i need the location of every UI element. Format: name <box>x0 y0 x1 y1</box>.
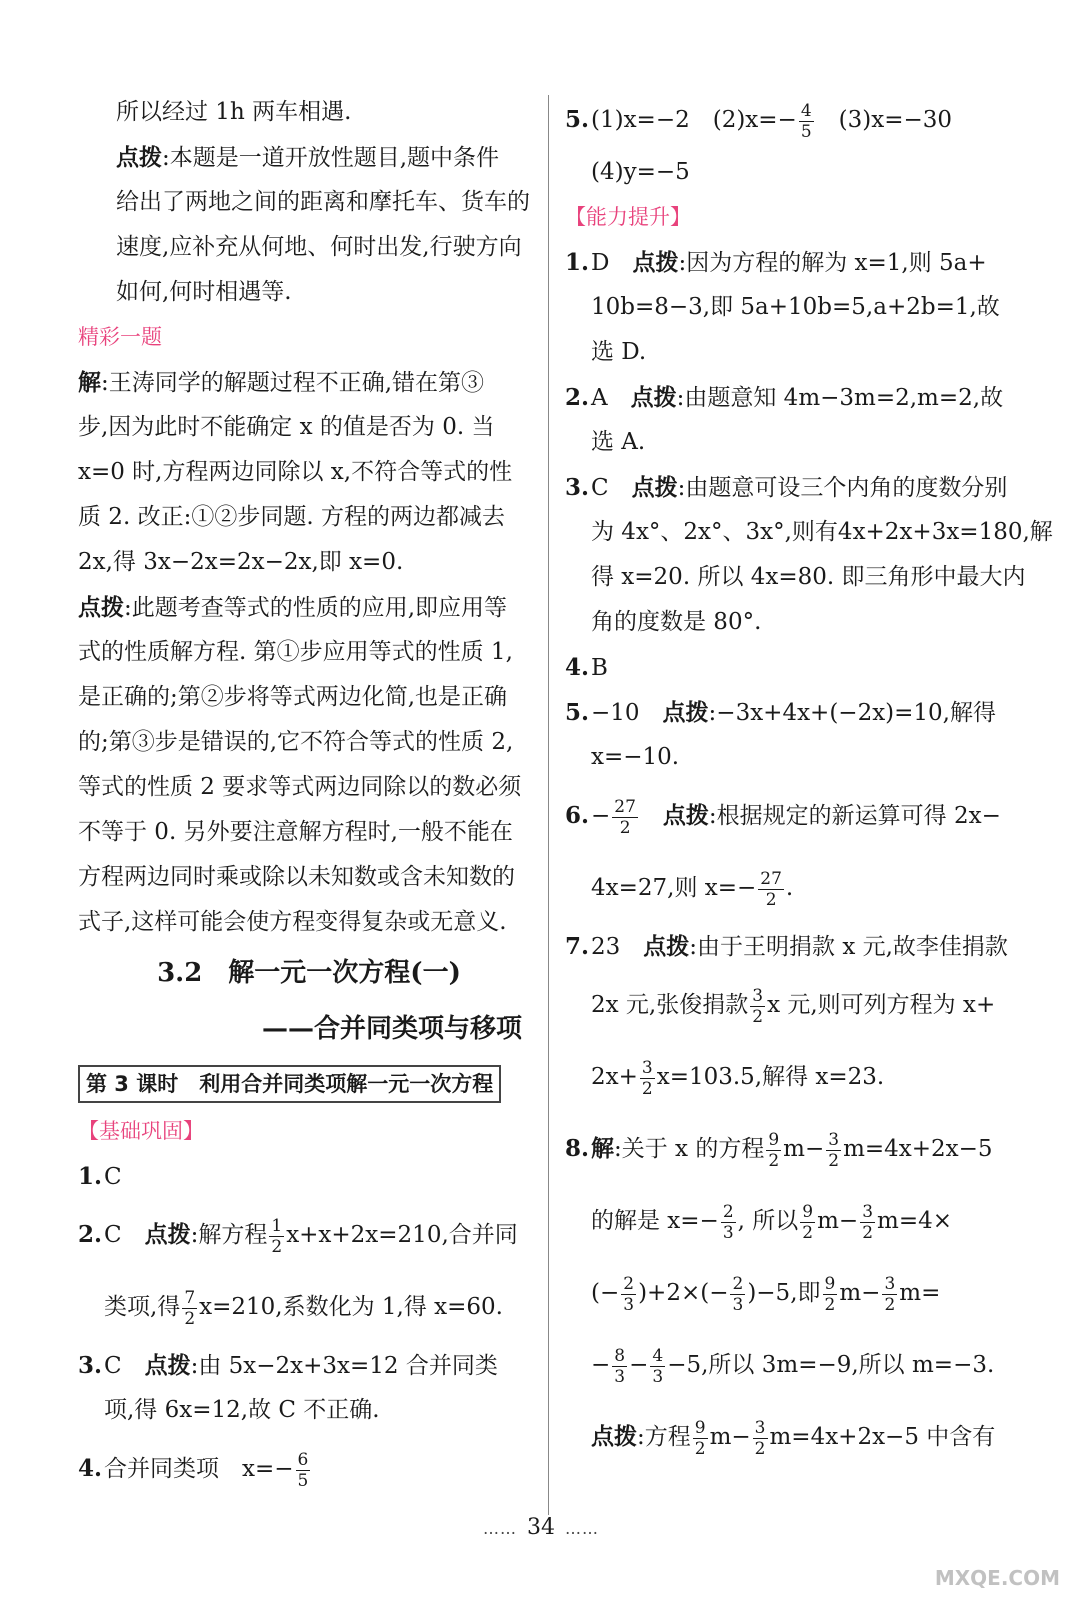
answer-label: 解 <box>591 1135 614 1162</box>
text: :−3x+4x+(−2x)=10,解得 <box>708 700 996 726</box>
fraction: $\frac{27}{2}$ <box>760 868 782 910</box>
fraction: $\frac{9}{2}$ <box>802 1201 814 1243</box>
fraction: $\frac{27}{2}$ <box>614 796 636 838</box>
text-line: 所以经过 1h 两车相遇. <box>116 99 352 125</box>
text-line: 如何,何时相遇等. <box>116 279 292 305</box>
hint-label: 点拨 <box>632 249 679 276</box>
text: (1)x=−2 (2)x=− <box>591 107 797 133</box>
fraction: $\frac{3}{2}$ <box>828 1129 840 1171</box>
text: :方程 <box>637 1424 691 1450</box>
fraction: $\frac{9}{2}$ <box>824 1273 836 1315</box>
hint-label: 点拨 <box>631 474 678 501</box>
section-heading: 【基础巩固】 <box>78 1119 204 1143</box>
text-line: 等式的性质 2 要求等式两边同除以的数必须 <box>78 774 522 800</box>
text: :由 5x−2x+3x=12 合并同类 <box>190 1353 498 1379</box>
fraction: $\frac{4}{5}$ <box>800 100 812 142</box>
text: :关于 x 的方程 <box>614 1136 765 1162</box>
fraction: $\frac{8}{3}$ <box>614 1345 626 1387</box>
question-3 <box>565 465 1027 510</box>
text-line <box>565 1041 1027 1113</box>
question-5 <box>565 90 1027 150</box>
question-number: 8. <box>565 1135 590 1162</box>
text: m=4x+2x−5 中含有 <box>769 1424 996 1450</box>
question-number: 2. <box>565 384 590 411</box>
text: 合并同类项 x=− <box>104 1456 294 1482</box>
question-number: 1. <box>78 1163 103 1190</box>
question-number: 1. <box>565 249 590 276</box>
text: x+x+2x=210,合并同 <box>286 1222 518 1248</box>
left-column <box>78 90 540 1505</box>
text-line: 给出了两地之间的距离和摩托车、货车的 <box>116 189 530 215</box>
text: :此题考查等式的性质的应用,即应用等 <box>124 595 508 621</box>
text-line: 的;第③步是错误的,它不符合等式的性质 2, <box>78 729 514 755</box>
fraction: $\frac{9}{2}$ <box>694 1417 706 1459</box>
question-3 <box>78 1343 540 1388</box>
text-line <box>78 585 540 630</box>
text: :由题意知 4m−3m=2,m=2,故 <box>676 385 1004 411</box>
question-number: 5. <box>565 699 590 726</box>
text: −10 <box>591 700 663 726</box>
column-divider <box>548 95 549 1515</box>
fraction: $\frac{3}{2}$ <box>752 985 764 1027</box>
text: m=4x+2x−5 <box>843 1136 993 1162</box>
question-2 <box>565 375 1027 420</box>
text: C <box>104 1353 145 1379</box>
text: )+2×(− <box>638 1280 729 1306</box>
text-line: 角的度数是 80°. <box>591 609 762 635</box>
text: :王涛同学的解题过程不正确,错在第③ <box>101 370 485 396</box>
text: m= <box>899 1280 941 1306</box>
hint-label: 点拨 <box>144 1352 191 1379</box>
question-number: 4. <box>565 654 590 681</box>
hint-label: 点拨 <box>78 594 124 621</box>
text-line: 选 D. <box>591 339 647 365</box>
text-line <box>565 1329 1027 1401</box>
question-1 <box>565 240 1027 285</box>
text-line: 步,因为此时不能确定 x 的值是否为 0. 当 <box>78 414 495 440</box>
text: 2x+ <box>591 1064 638 1090</box>
answer-label: 解 <box>78 369 101 396</box>
text: :由题意可设三个内角的度数分别 <box>677 475 1008 501</box>
text: A <box>591 385 631 411</box>
watermark-logo: MXQE.COM <box>934 1566 1060 1590</box>
text-line: 10b=8−3,即 5a+10b=5,a+2b=1,故 <box>591 294 1000 320</box>
text: :本题是一道开放性题目,题中条件 <box>162 145 500 171</box>
text-line: x=0 时,方程两边同除以 x,不符合等式的性 <box>78 459 513 485</box>
fraction: $\frac{4}{3}$ <box>652 1345 664 1387</box>
fraction: $\frac{3}{2}$ <box>754 1417 766 1459</box>
text-line: 为 4x°、2x°、3x°,则有4x+2x+3x=180,解 <box>591 519 1053 545</box>
hint-label: 点拨 <box>662 802 709 829</box>
hint-label: 点拨 <box>116 144 162 171</box>
page-footer <box>0 1515 1082 1540</box>
text: 2x 元,张俊捐款 <box>591 992 749 1018</box>
text: :因为方程的解为 x=1,则 5a+ <box>678 250 987 276</box>
question-number: 3. <box>78 1352 103 1379</box>
text-line <box>565 1401 1027 1473</box>
fraction: $\frac{3}{2}$ <box>862 1201 874 1243</box>
text: C <box>591 475 632 501</box>
question-number: 4. <box>78 1455 103 1482</box>
text: m=4× <box>877 1208 953 1234</box>
fraction: $\frac{2}{3}$ <box>732 1273 744 1315</box>
text-line <box>78 135 540 180</box>
text: C <box>104 1222 145 1248</box>
hint-label: 点拨 <box>144 1221 191 1248</box>
text: − <box>591 1352 611 1378</box>
question-number: 3. <box>565 474 590 501</box>
question-4 <box>565 645 1027 690</box>
text: C <box>104 1164 122 1190</box>
text: :根据规定的新运算可得 2x− <box>708 803 1001 829</box>
text: , 所以 <box>737 1208 799 1234</box>
text: 4x=27,则 x=− <box>591 875 757 901</box>
text: 类项,得 <box>104 1294 181 1320</box>
text: x=103.5,解得 x=23. <box>656 1064 885 1090</box>
text: B <box>591 655 608 681</box>
fraction: $\frac{7}{2}$ <box>184 1287 196 1329</box>
text-line: 式子,这样可能会使方程变得复杂或无意义. <box>78 909 507 935</box>
question-8 <box>565 1113 1027 1185</box>
right-column <box>565 90 1053 1473</box>
fraction: $\frac{6}{5}$ <box>297 1449 309 1491</box>
text: m− <box>783 1136 825 1162</box>
question-5 <box>565 690 1027 735</box>
text-line: 选 A. <box>591 429 646 455</box>
text-line: x=−10. <box>591 744 680 770</box>
text: 的解是 x=− <box>591 1208 719 1234</box>
text-line: (4)y=−5 <box>591 159 690 185</box>
hint-label: 点拨 <box>643 933 690 960</box>
fraction: $\frac{3}{2}$ <box>641 1057 653 1099</box>
text-line: 项,得 6x=12,故 C 不正确. <box>104 1397 380 1423</box>
section-heading: 【能力提升】 <box>565 205 691 229</box>
fraction: $\frac{3}{2}$ <box>884 1273 896 1315</box>
text-line: 速度,应补充从何地、何时出发,行驶方向 <box>116 234 522 260</box>
text-line: 2x,得 3x−2x=2x−2x,即 x=0. <box>78 549 404 575</box>
text-line <box>78 360 540 405</box>
text: m− <box>839 1280 881 1306</box>
fraction: $\frac{9}{2}$ <box>768 1129 780 1171</box>
question-2 <box>78 1199 540 1271</box>
text-line: 方程两边同时乘或除以未知数或含未知数的 <box>78 864 515 890</box>
text-line <box>565 1257 1027 1329</box>
text: )−5,即 <box>747 1280 821 1306</box>
question-number: 6. <box>565 802 590 829</box>
question-4 <box>78 1433 540 1505</box>
hint-label: 点拨 <box>591 1423 637 1450</box>
hint-label: 点拨 <box>630 384 677 411</box>
text: . <box>785 875 794 901</box>
text: D <box>591 250 633 276</box>
section-subtitle: ——合并同类项与移项 <box>261 1014 522 1044</box>
text: :解方程 <box>190 1222 268 1248</box>
text: x=210,系数化为 1,得 x=60. <box>199 1294 503 1320</box>
fraction: $\frac{2}{3}$ <box>722 1201 734 1243</box>
text: (3)x=−30 <box>815 107 953 133</box>
question-7 <box>565 924 1027 969</box>
lesson-box: 第 3 课时 利用合并同类项解一元一次方程 <box>78 1065 501 1103</box>
text: − <box>591 803 611 829</box>
question-1 <box>78 1154 540 1199</box>
text: m− <box>817 1208 859 1234</box>
text: −5,所以 3m=−9,所以 m=−3. <box>667 1352 995 1378</box>
text: m− <box>709 1424 751 1450</box>
text-line <box>565 1185 1027 1257</box>
text-line <box>565 852 1027 924</box>
question-number: 5. <box>565 106 590 133</box>
question-number: 7. <box>565 933 590 960</box>
text-line: 得 x=20. 所以 4x=80. 即三角形中最大内 <box>591 564 1026 590</box>
page-number: 34 <box>527 1515 555 1540</box>
text: (− <box>591 1280 620 1306</box>
question-number: 2. <box>78 1221 103 1248</box>
fraction: $\frac{1}{2}$ <box>271 1215 283 1257</box>
text-line: 是正确的;第②步将等式两边化简,也是正确 <box>78 684 508 710</box>
section-heading: 精彩一题 <box>78 325 162 349</box>
question-6 <box>565 780 1027 852</box>
fraction: $\frac{2}{3}$ <box>623 1273 635 1315</box>
text: :由于王明捐款 x 元,故李佳捐款 <box>689 934 1008 960</box>
section-title: 3.2 解一元一次方程(一) <box>157 958 461 988</box>
text-line: 式的性质解方程. 第①步应用等式的性质 1, <box>78 639 513 665</box>
text-line: 质 2. 改正:①②步同题. 方程的两边都减去 <box>78 504 505 530</box>
text-line <box>78 1271 540 1343</box>
footer-dots: …… <box>483 1519 517 1538</box>
text: − <box>629 1352 649 1378</box>
footer-dots: …… <box>565 1519 599 1538</box>
text-line: 不等于 0. 另外要注意解方程时,一般不能在 <box>78 819 513 845</box>
text-line <box>565 969 1027 1041</box>
hint-label: 点拨 <box>662 699 709 726</box>
text: x 元,则可列方程为 x+ <box>767 992 996 1018</box>
text: 23 <box>591 934 644 960</box>
